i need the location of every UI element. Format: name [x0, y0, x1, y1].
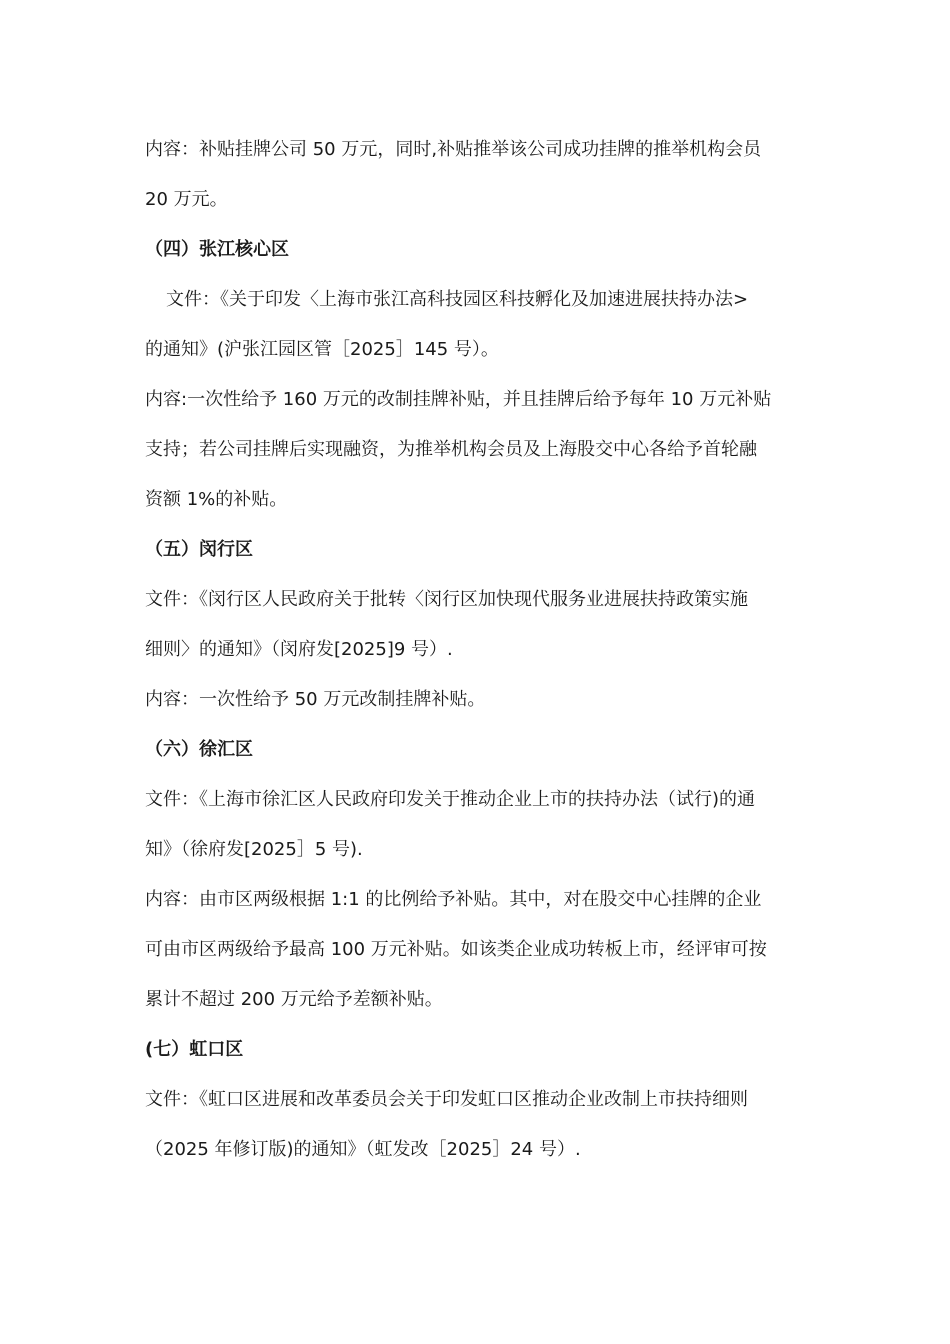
section-heading-xuhui: （六）徐汇区 — [145, 739, 253, 760]
paragraph-line: 内容：由市区两级根据 1:1 的比例给予补贴。其中，对在股交中心挂牌的企业 — [145, 889, 762, 910]
section-heading-zhangjiang: （四）张江核心区 — [145, 239, 289, 260]
paragraph-line: 累计不超过 200 万元给予差额补贴。 — [145, 989, 443, 1010]
paragraph-line: 文件：《闵行区人民政府关于批转〈闵行区加快现代服务业进展扶持政策实施 — [145, 589, 748, 610]
paragraph-line: 内容：补贴挂牌公司 50 万元，同时,补贴推举该公司成功挂牌的推举机构会员 — [145, 139, 762, 160]
paragraph-line: 支持；若公司挂牌后实现融资，为推举机构会员及上海股交中心各给予首轮融 — [145, 439, 757, 460]
paragraph-line: 资额 1%的补贴。 — [145, 489, 288, 510]
paragraph-line: 文件：《虹口区进展和改革委员会关于印发虹口区推动企业改制上市扶持细则 — [145, 1089, 748, 1110]
paragraph-line: 知》（徐府发[2025］5 号). — [145, 839, 363, 860]
paragraph-line: 内容:一次性给予 160 万元的改制挂牌补贴，并且挂牌后给予每年 10 万元补贴 — [145, 389, 772, 410]
paragraph-line: 文件：《上海市徐汇区人民政府印发关于推动企业上市的扶持办法（试行)的通 — [145, 789, 756, 810]
section-heading-hongkou: (七）虹口区 — [145, 1039, 244, 1060]
paragraph-line: 细则〉的通知》（闵府发[2025]9 号）. — [145, 639, 453, 660]
paragraph-line: （2025 年修订版)的通知》（虹发改［2025］24 号）. — [145, 1139, 581, 1160]
paragraph-line: 的通知》(沪张江园区管［2025］145 号）。 — [145, 339, 499, 360]
paragraph-line: 内容：一次性给予 50 万元改制挂牌补贴。 — [145, 689, 486, 710]
paragraph-line: 可由市区两级给予最高 100 万元补贴。如该类企业成功转板上市，经评审可按 — [145, 939, 767, 960]
paragraph-line: 20 万元。 — [145, 189, 228, 210]
paragraph-line: 文件：《关于印发〈上海市张江高科技园区科技孵化及加速进展扶持办法> — [166, 289, 749, 310]
section-heading-minhang: （五）闵行区 — [145, 539, 253, 560]
